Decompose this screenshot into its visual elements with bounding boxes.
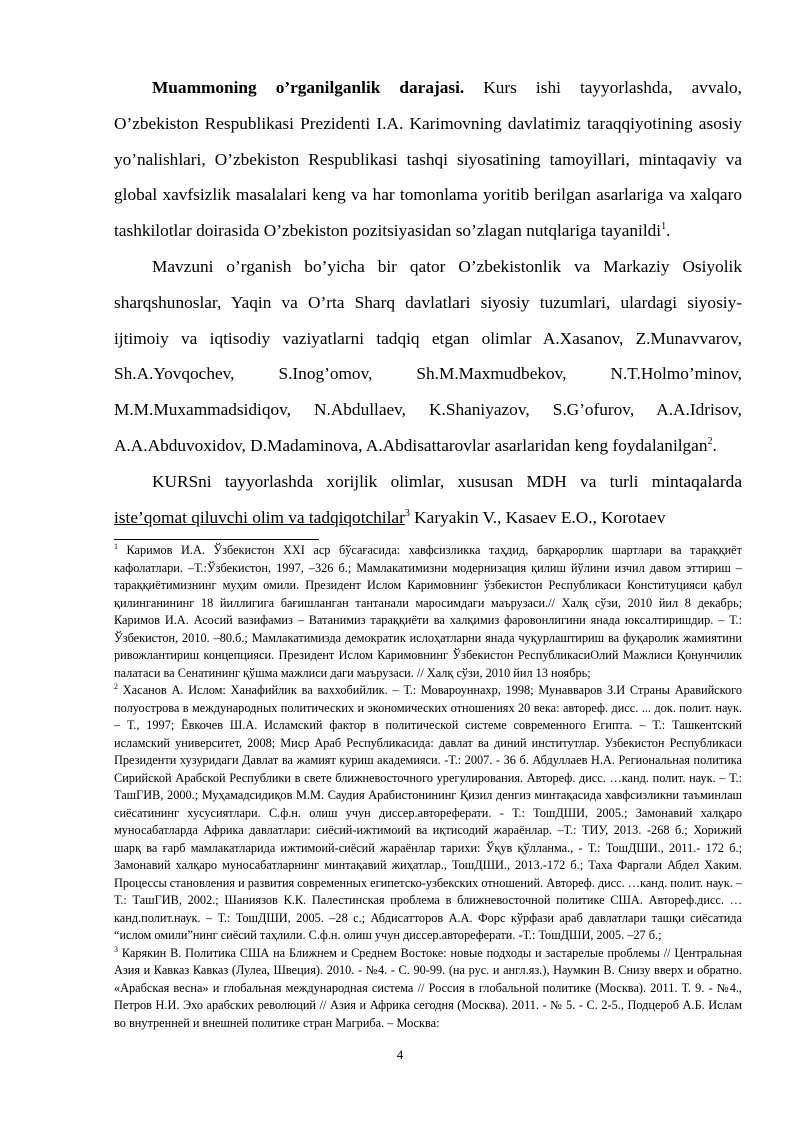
footnote-separator xyxy=(114,539,319,540)
section-heading: Muammoning o’rganilganlik darajasi. xyxy=(152,78,465,97)
paragraph-text: Kurs ishi tayyorlashda, avvalo, O’zbekiston Respublikasi Prezidenti I.A. Karimovning davlatimiz taraqqiyotining asosiy yo’nalishlari, O’zbekiston Respublikasi tashqi siyosatining tamoyillari, mintaqaviy va global xavfsizlik masalalari keng va har tomonlama yoritib berilgan asarlariga va xalqaro tashkilotlar doirasida O’zbekiston pozitsiyasidan so’zlagan nutqlariga tayanildi xyxy=(114,78,742,241)
footnote-number: 1 xyxy=(114,542,118,552)
footnote-text: Карякин В. Политика США на Ближнем и Среднем Востоке: новые подходы и застарелые проблемы // Центральная Азия и Кавказ Кавказ (Лулеа, Швеция). 2010. - №4. - С. 90-99. (на рус. и англ.яз.), Наумкин В. Снизу вверх и обратно. «Арабская весна» и глобальная международная система // Россия в глобальной политике (Москва). 2011. Т. 9. - №4., Петров Н.И. Эхо арабских революций // Азия и Африка сегодня (Москва). 2011. - № 5. - С. 2-5., Подцероб А.Б. Ислам во внутренней и внешней политике стран Магриба. – Москва: xyxy=(114,945,742,1030)
page-number: 4 xyxy=(396,1047,404,1062)
paragraph-text-continued: Karyakin V., Kasaev E.O., Korotaev xyxy=(409,507,666,527)
footnote-2 xyxy=(114,682,742,945)
footnote-1 xyxy=(114,542,742,682)
footnote-number: 2 xyxy=(114,682,118,692)
paragraph-research-degree xyxy=(114,70,742,249)
footnote-text: Каримов И.А. Ўзбекистон XXI аср бўсағасида: хавфсизликка таҳдид, барқарорлик шартлари ва тараққиёт кафолатлари. –Т.:Ўзбекистон, 1997, –326 б.; Мамлакатимизни модернизация қилиш йўлини изчил давом эттириш – тараққиётимизнинг муҳим омили. Президент Ислом Каримовнинг ўзбекистон Республикаси Конституцияси қабул қилинганининг 18 йиллигига бағишланган тантанали маросимдаги маърузаси.// Халқ сўзи, 2010 йил 8 декабрь; Каримов И.А. Асосий вазифамиз – Ватанимиз тараққиёти ва халқимиз фаровонлигини янада юксалтиришдир. – Т.: Ўзбекистон, 2010. –80.б.; Мамлакатимизда демократик ислоҳатларни янада чуқурлаштириш ва фуқаролик жамиятини ривожлантириш концепцияси. Президент Ислом Каримовнинг Ўзбекистон РеспубликасиОлий Мажлиси Қонунчилик палатаси ва Сенатининг қўшма мажлиси даги маърузаси. // Халқ сўзи, 2010 йил 13 ноябрь; xyxy=(114,543,742,680)
paragraph-text: Mavzuni o’rganish bo’yicha bir qator O’zbekistonlik va Markaziy Osiyolik sharqshunoslar, Yaqin va O’rta Sharq davlatlari siyosiy tuzumlari, ulardagi siyosiy-ijtimoiy va iqtisodiy vaziyatlarni tadqiq etgan olimlar A.Xasanov, Z.Munavvarov, Sh.A.Yovqochev, S.Inog’omov, Sh.M.Maxmudbekov, N.T.Holmo’minov, M.M.Muxammadsidiqov, N.Abdullaev, K.Shaniyazov, S.G’ofurov, A.A.Idrisov, A.A.Abduvoxidov, D.Madaminova, A.Abdisattarovlar asarlaridan keng foydalanilgan xyxy=(114,256,742,455)
footnote-text: Хасанов А. Ислом: Ханафийлик ва ваххобийлик. – Т.: Мовароуннахр, 1998; Мунавваров З.И Страны Аравийского полуострова в международных политических и экономических отношениях 20 века: автореф. дисс. ... док. полит. наук. – Т., 1997; Ёвкочев Ш.А. Исламский фактор в политической системе современного Египта. – Т.: Ташкентский исламский университет, 2008; Миср Араб Республикасида: давлат ва диний институтлар. Узбекистон Республикаси Президенти хузуридаги Давлат ва жамият куриш академияси. -Т.: 2007. - 36 б. Абдуллаев Н.А. Региональная политика Сирийской Арабской Республики в свете ближневосточного урегулирования. Автореф. дисс. …канд. полит. наук. – Т.: ТашГИВ, 2000.; Муҳамадсидиқов М.М. Саудия Арабистонининг Қизил денгиз минтақасида хавфсизликни таъминлаш сиёсатининг хусусиятлари. С.ф.н. олиш учун диссер.автореферати. - Т.: ТошДШИ, 2005.; Замонавий халқаро муносабатларда Африка давлатлари: сиёсий-ижтимоий ва иқтисодий жараёнлар. –Т.: ТИУ, 2013. -268 б.; Хорижий шарқ ва ғарб мамлакатларида ижтимоий-сиёсий жараёнлар тарихи: Ўқув қўлланма., - Т.: ТошДШИ., 2011.- 172 б.; Замонавий халқаро муносабатларнинг минтақавий жиҳатлар., ТошДШИ., 2013.-172 б.; Таха Фаргали Абдел Хаким. Процессы становления и развития современных египетско-узбекских отношений. Автореф. дисс. …канд. полит. наук. – Т.: ТашГИВ, 2002.; Шаниязов К.К. Палестинская проблема в ближневосточной политике США. Автореф.дисс. …канд.полит.наук. – Т.: ТошДШИ, 2005. –28 с.; Абдисатторов А.А. Форс кўрфази араб давлатлари ташқи сиёсатида “ислом омили”нинг сиёсий таҳлили. С.ф.н. олиш учун диссер.автореферати. -Т.: ТошДШИ, 2005. –27 б.; xyxy=(114,683,742,943)
footnotes xyxy=(114,542,742,1032)
paragraph-text: KURSni tayyorlashda xorijlik olimlar, xususan MDH va turli mintaqalarda xyxy=(152,471,742,491)
footnote-ref-2[interactable]: 2 xyxy=(707,436,713,448)
underlined-phrase: iste’qomat qiluvchi olim va tadqiqotchilar xyxy=(114,507,405,527)
footnote-ref-1[interactable]: 1 xyxy=(661,221,667,233)
paragraph-scholars xyxy=(114,249,742,464)
footnote-ref-3[interactable]: 3 xyxy=(404,507,410,519)
document-page xyxy=(114,70,742,1032)
footnote-number: 3 xyxy=(114,944,118,954)
paragraph-end: . xyxy=(712,435,717,455)
paragraph-foreign-scholars xyxy=(114,464,742,536)
footnote-3 xyxy=(114,945,742,1033)
paragraph-end: . xyxy=(666,221,671,241)
main-text xyxy=(114,70,742,535)
